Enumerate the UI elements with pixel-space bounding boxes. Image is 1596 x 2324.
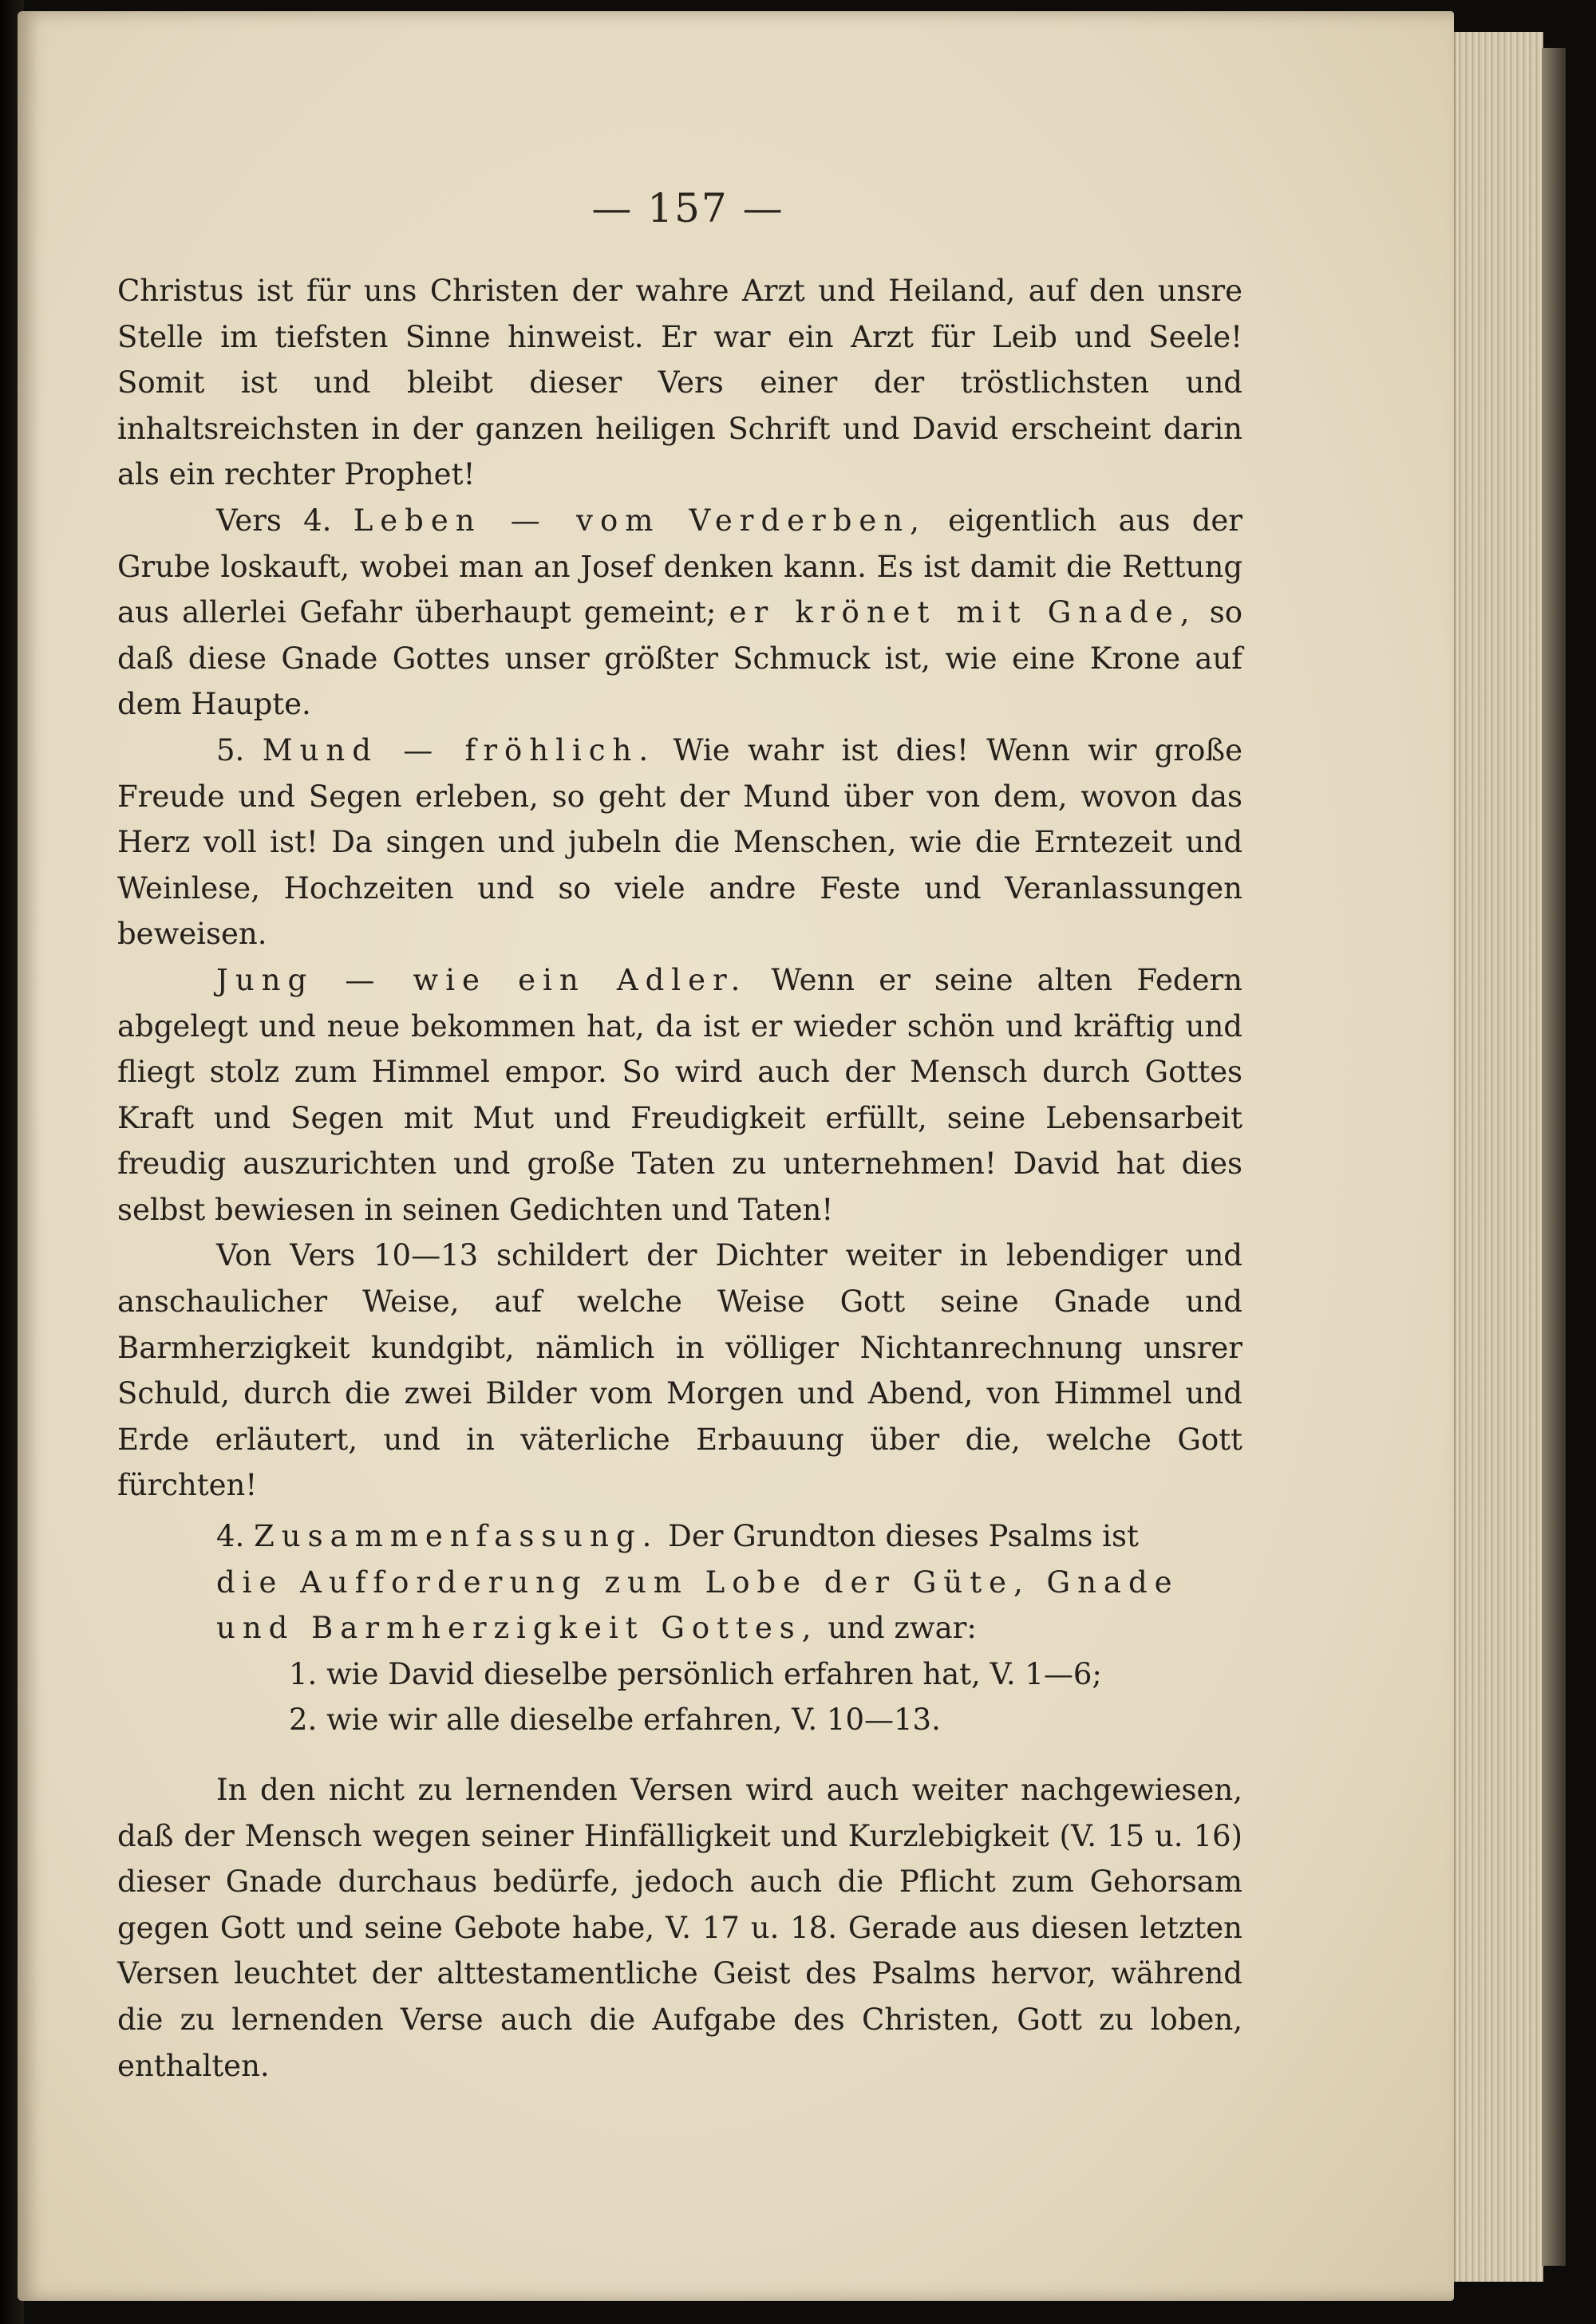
section-heading: Zusammenfassung.: [254, 1519, 659, 1554]
page-stack-edges: [1454, 32, 1543, 2282]
paragraph-text: Wie wahr ist dies! Wenn wir große Freude und Segen erleben, so geht der Mund über von dem, wovon das Herz voll ist! Da singen und jubeln die Menschen, wie die Erntezeit und Weinlese, Hochzeiten und so viele andre Feste und Veranlassungen beweisen.: [117, 732, 1243, 952]
spaced-term: Mund — fröhlich.: [262, 732, 656, 767]
summary-emphasis-line-1: die Aufforderung zum Lobe der Güte, Gnade: [216, 1564, 1179, 1600]
paragraph-vers-10-13: Von Vers 10—13 schildert der Dichter weiter in lebendiger und anschaulicher Weise, auf welche Weise Gott seine Gnade und Barmherzigkeit kundgibt, nämlich in völliger Nichtanrechnung unsrer Schuld, durch die zwei Bilder vom Morgen und Abend, von Himmel und Erde erläutert, und in väterliche Erbauung über die, welche Gott fürchten!: [117, 1238, 1242, 1503]
paragraph-christus: Christus ist für uns Christen der wahre Arzt und Heiland, auf den unsre Stelle im tiefsten Sinne hinweist. Er war ein Arzt für Leib und Seele! Somit ist und bleibt dieser Vers einer der tröstlichsten und inhaltsreichsten in der ganzen heiligen Schrift und David erscheint darin als ein rechter Prophet!: [117, 274, 1242, 492]
list-item: 2. wie wir alle dieselbe erfahren, V. 10—13.: [289, 1703, 941, 1738]
verse-lead: 5.: [216, 732, 245, 767]
verse-lead: Vers 4.: [216, 503, 332, 538]
paragraph-closing: In den nicht zu lernenden Versen wird auch weiter nachgewiesen, daß der Mensch wegen seiner Hinfälligkeit und Kurzlebigkeit (V. 15 u. 16) dieser Gnade durchaus bedürfe, jedoch auch die Pflicht zum Gehorsam gegen Gott und seine Gebote habe, V. 17 u. 18. Gerade aus diesen letzten Versen leuchtet der alttestamentliche Geist des Psalms hervor, während die zu lernenden Verse auch die Aufgabe des Christen, Gott zu loben, enthalten.: [117, 1773, 1242, 2083]
summary-emphasis-line-2: [117, 1605, 1242, 1651]
paragraph-text: eigentlich aus der Grube loskauft, wobei man an Josef denken kann. Es ist damit die Rettung aus allerlei Gefahr überhaupt gemeint;: [117, 503, 1242, 630]
paragraph-vers-5: [117, 728, 1242, 957]
summary-heading-line: [117, 1513, 1242, 1560]
page-body: [117, 268, 1242, 2089]
spaced-term: Leben — vom Verderben,: [353, 503, 926, 538]
paragraph-text: Wenn er seine alten Federn abgelegt und neue bekommen hat, da ist er wieder schön und kräftig und fliegt stolz zum Himmel empor. So wird auch der Mensch durch Gottes Kraft und Segen mit Mut und Freudigkeit erfüllt, seine Lebensarbeit freudig auszurichten und große Taten zu unternehmen! David hat dies selbst bewiesen in seinen Gedichten und Taten!: [117, 962, 1242, 1227]
spaced-term: und Barmherzigkeit Gottes,: [216, 1611, 819, 1646]
paragraph-jung: [117, 957, 1242, 1233]
spaced-term: Jung — wie ein Adler.: [216, 962, 748, 997]
section-number: 4.: [216, 1519, 245, 1554]
paragraph-text: und zwar:: [818, 1611, 977, 1646]
list-item: 1. wie David dieselbe persönlich erfahren hat, V. 1—6;: [289, 1656, 1102, 1691]
paragraph-text: so daß diese Gnade Gottes unser größter Schmuck ist, wie eine Krone auf dem Haupte.: [117, 595, 1243, 722]
book-page: [18, 11, 1454, 2301]
book-cover-edge: [1542, 48, 1566, 2266]
spaced-term: er krönet mit Gnade,: [729, 595, 1197, 630]
page-number: — 157 —: [591, 185, 784, 231]
paragraph-text: Der Grundton dieses Psalms ist: [658, 1519, 1139, 1554]
paragraph-vers-4: [117, 498, 1242, 728]
